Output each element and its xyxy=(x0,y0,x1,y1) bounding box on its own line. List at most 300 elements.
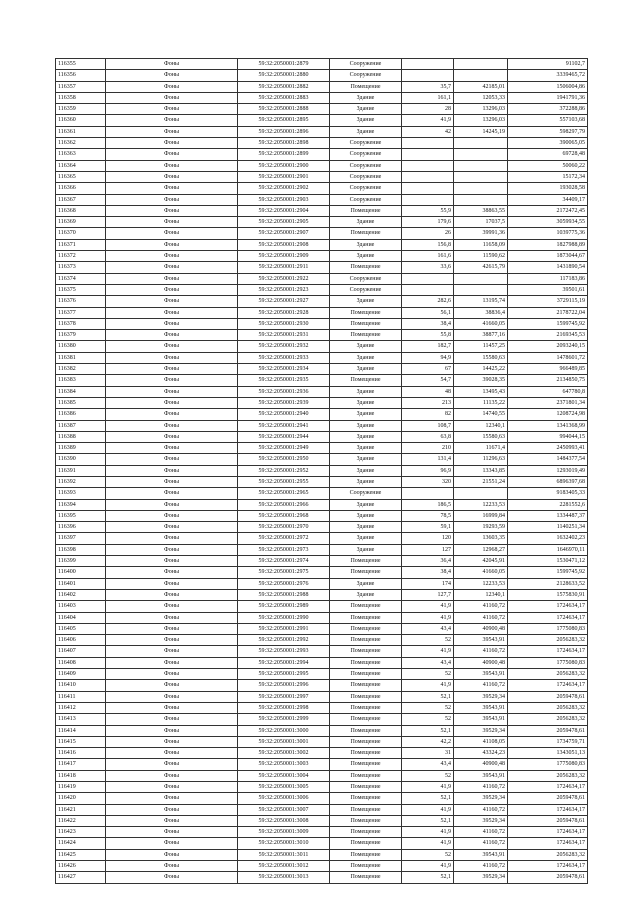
cell-name: Фоны xyxy=(106,510,238,521)
cell-name: Фоны xyxy=(106,126,238,137)
cell-id: 116392 xyxy=(56,476,106,487)
cell-cadastral-number: 59:32:2050001:2968 xyxy=(238,510,330,521)
cell-name: Фоны xyxy=(106,307,238,318)
table-row xyxy=(56,782,588,793)
cell-area xyxy=(402,183,454,194)
cell-price-per-m2: 13195,74 xyxy=(454,296,508,307)
cell-value: 2056283,32 xyxy=(508,714,588,725)
cell-area: 35,7 xyxy=(402,81,454,92)
cell-cadastral-number: 59:32:2050001:2996 xyxy=(238,680,330,691)
table-row xyxy=(56,827,588,838)
cell-price-per-m2 xyxy=(454,160,508,171)
cell-value: 2128633,52 xyxy=(508,578,588,589)
cell-name: Фоны xyxy=(106,262,238,273)
cell-id: 116366 xyxy=(56,183,106,194)
cell-value: 3059934,55 xyxy=(508,217,588,228)
cell-value: 1484377,54 xyxy=(508,454,588,465)
cell-cadastral-number: 59:32:2050001:2991 xyxy=(238,623,330,634)
table-row xyxy=(56,239,588,250)
cell-id: 116413 xyxy=(56,714,106,725)
cell-area: 41,9 xyxy=(402,115,454,126)
cell-id: 116356 xyxy=(56,70,106,81)
cell-id: 116395 xyxy=(56,510,106,521)
table-row xyxy=(56,533,588,544)
cell-area: 96,9 xyxy=(402,465,454,476)
cell-cadastral-number: 59:32:2050001:2949 xyxy=(238,443,330,454)
cell-area: 43,4 xyxy=(402,657,454,668)
cell-id: 116421 xyxy=(56,804,106,815)
cell-area: 213 xyxy=(402,397,454,408)
cell-type: Помещение xyxy=(330,748,402,759)
cell-area: 131,4 xyxy=(402,454,454,465)
cell-value: 966489,85 xyxy=(508,364,588,375)
cell-price-per-m2: 41660,05 xyxy=(454,318,508,329)
cell-area: 52,1 xyxy=(402,725,454,736)
cell-price-per-m2: 39028,35 xyxy=(454,375,508,386)
cell-area xyxy=(402,284,454,295)
cell-id: 116361 xyxy=(56,126,106,137)
cell-type: Помещение xyxy=(330,623,402,634)
cell-price-per-m2: 12340,1 xyxy=(454,589,508,600)
cell-price-per-m2: 19293,59 xyxy=(454,522,508,533)
table-row xyxy=(56,443,588,454)
cell-area: 63,8 xyxy=(402,431,454,442)
cell-id: 116409 xyxy=(56,669,106,680)
cell-id: 116407 xyxy=(56,646,106,657)
cell-type: Помещение xyxy=(330,646,402,657)
cell-area: 38,4 xyxy=(402,567,454,578)
cell-price-per-m2: 41160,72 xyxy=(454,601,508,612)
cell-value: 3729115,19 xyxy=(508,296,588,307)
cell-id: 116420 xyxy=(56,793,106,804)
cell-cadastral-number: 59:32:2050001:3002 xyxy=(238,748,330,759)
cell-value: 1599745,92 xyxy=(508,567,588,578)
cell-value: 2056283,32 xyxy=(508,770,588,781)
cell-value: 1478601,72 xyxy=(508,352,588,363)
table-row xyxy=(56,92,588,103)
cell-name: Фоны xyxy=(106,104,238,115)
cell-type: Сооружение xyxy=(330,160,402,171)
table-row xyxy=(56,138,588,149)
cell-id: 116384 xyxy=(56,386,106,397)
cell-name: Фоны xyxy=(106,273,238,284)
cell-price-per-m2: 39543,91 xyxy=(454,702,508,713)
table-row xyxy=(56,386,588,397)
cell-id: 116359 xyxy=(56,104,106,115)
cell-name: Фоны xyxy=(106,623,238,634)
cell-cadastral-number: 59:32:2050001:2898 xyxy=(238,138,330,149)
cell-value: 1724634,17 xyxy=(508,646,588,657)
cell-area xyxy=(402,59,454,70)
cell-id: 116374 xyxy=(56,273,106,284)
cell-price-per-m2: 41160,72 xyxy=(454,680,508,691)
cell-name: Фоны xyxy=(106,115,238,126)
cell-area: 52,1 xyxy=(402,872,454,883)
cell-cadastral-number: 59:32:2050001:2879 xyxy=(238,59,330,70)
cell-price-per-m2: 39529,34 xyxy=(454,691,508,702)
cell-value: 557103,68 xyxy=(508,115,588,126)
cell-id: 116404 xyxy=(56,612,106,623)
cell-price-per-m2: 16999,84 xyxy=(454,510,508,521)
table-row xyxy=(56,872,588,883)
cell-cadastral-number: 59:32:2050001:2882 xyxy=(238,81,330,92)
cell-type: Здание xyxy=(330,397,402,408)
cell-cadastral-number: 59:32:2050001:2966 xyxy=(238,499,330,510)
table-row xyxy=(56,510,588,521)
cell-area: 52 xyxy=(402,669,454,680)
cell-id: 116426 xyxy=(56,861,106,872)
cell-name: Фоны xyxy=(106,556,238,567)
cell-name: Фоны xyxy=(106,431,238,442)
cell-name: Фоны xyxy=(106,81,238,92)
cell-area: 156,8 xyxy=(402,239,454,250)
cell-id: 116358 xyxy=(56,92,106,103)
cell-value: 1343051,13 xyxy=(508,748,588,759)
cell-price-per-m2 xyxy=(454,183,508,194)
cell-type: Сооружение xyxy=(330,59,402,70)
cell-cadastral-number: 59:32:2050001:2975 xyxy=(238,567,330,578)
cell-value: 2281552,6 xyxy=(508,499,588,510)
cell-type: Помещение xyxy=(330,330,402,341)
table-row xyxy=(56,646,588,657)
table-row xyxy=(56,578,588,589)
table-row xyxy=(56,205,588,216)
cell-type: Здание xyxy=(330,510,402,521)
cell-price-per-m2: 14740,55 xyxy=(454,409,508,420)
cell-type: Помещение xyxy=(330,736,402,747)
cell-value: 1724634,17 xyxy=(508,804,588,815)
cell-cadastral-number: 59:32:2050001:2940 xyxy=(238,409,330,420)
cell-area: 52 xyxy=(402,770,454,781)
cell-price-per-m2: 40900,48 xyxy=(454,759,508,770)
cell-type: Здание xyxy=(330,115,402,126)
cell-cadastral-number: 59:32:2050001:2935 xyxy=(238,375,330,386)
cell-value: 598297,79 xyxy=(508,126,588,137)
table-row xyxy=(56,488,588,499)
table-row xyxy=(56,635,588,646)
cell-id: 116369 xyxy=(56,217,106,228)
cell-area: 127 xyxy=(402,544,454,555)
cell-id: 116376 xyxy=(56,296,106,307)
cell-cadastral-number: 59:32:2050001:2928 xyxy=(238,307,330,318)
cell-id: 116405 xyxy=(56,623,106,634)
cell-name: Фоны xyxy=(106,171,238,182)
cell-price-per-m2: 39543,91 xyxy=(454,669,508,680)
cell-area: 320 xyxy=(402,476,454,487)
cell-name: Фоны xyxy=(106,770,238,781)
table-row xyxy=(56,589,588,600)
cell-name: Фоны xyxy=(106,635,238,646)
cell-type: Здание xyxy=(330,465,402,476)
cell-type: Помещение xyxy=(330,601,402,612)
cell-name: Фоны xyxy=(106,782,238,793)
cell-value: 647780,8 xyxy=(508,386,588,397)
cell-price-per-m2: 39543,91 xyxy=(454,849,508,860)
cell-id: 116398 xyxy=(56,544,106,555)
document-page xyxy=(55,58,587,884)
table-row xyxy=(56,544,588,555)
cell-value: 390065,05 xyxy=(508,138,588,149)
cell-type: Помещение xyxy=(330,262,402,273)
cell-cadastral-number: 59:32:2050001:2933 xyxy=(238,352,330,363)
cell-type: Сооружение xyxy=(330,70,402,81)
cell-type: Помещение xyxy=(330,81,402,92)
cell-type: Помещение xyxy=(330,635,402,646)
cell-name: Фоны xyxy=(106,386,238,397)
table-row xyxy=(56,330,588,341)
cell-cadastral-number: 59:32:2050001:2972 xyxy=(238,533,330,544)
cell-id: 116364 xyxy=(56,160,106,171)
cell-price-per-m2: 39529,34 xyxy=(454,725,508,736)
table-row xyxy=(56,375,588,386)
cell-id: 116372 xyxy=(56,251,106,262)
cell-area: 41,9 xyxy=(402,646,454,657)
cell-area xyxy=(402,488,454,499)
cell-id: 116408 xyxy=(56,657,106,668)
cell-area: 41,9 xyxy=(402,861,454,872)
cell-value: 1775080,83 xyxy=(508,759,588,770)
cell-name: Фоны xyxy=(106,804,238,815)
cell-id: 116411 xyxy=(56,691,106,702)
cell-area: 174 xyxy=(402,578,454,589)
cell-id: 116417 xyxy=(56,759,106,770)
cell-value: 1827988,89 xyxy=(508,239,588,250)
cell-area xyxy=(402,149,454,160)
cell-cadastral-number: 59:32:2050001:2934 xyxy=(238,364,330,375)
cell-area: 161,6 xyxy=(402,251,454,262)
cell-type: Помещение xyxy=(330,702,402,713)
cell-id: 116399 xyxy=(56,556,106,567)
cell-id: 116370 xyxy=(56,228,106,239)
cell-name: Фоны xyxy=(106,318,238,329)
cell-name: Фоны xyxy=(106,364,238,375)
table-row xyxy=(56,793,588,804)
cell-name: Фоны xyxy=(106,375,238,386)
cell-name: Фоны xyxy=(106,149,238,160)
cell-name: Фоны xyxy=(106,409,238,420)
cell-id: 116393 xyxy=(56,488,106,499)
cell-value: 34409,17 xyxy=(508,194,588,205)
cell-type: Здание xyxy=(330,251,402,262)
cell-id: 116373 xyxy=(56,262,106,273)
cell-type: Помещение xyxy=(330,838,402,849)
cell-id: 116380 xyxy=(56,341,106,352)
cell-value: 1334487,37 xyxy=(508,510,588,521)
cell-id: 116424 xyxy=(56,838,106,849)
cell-area: 28 xyxy=(402,104,454,115)
cell-value: 39501,61 xyxy=(508,284,588,295)
cell-type: Помещение xyxy=(330,793,402,804)
cell-price-per-m2: 15580,63 xyxy=(454,431,508,442)
cell-value: 50060,22 xyxy=(508,160,588,171)
cell-name: Фоны xyxy=(106,330,238,341)
cell-id: 116371 xyxy=(56,239,106,250)
cell-price-per-m2: 41160,72 xyxy=(454,646,508,657)
cell-value: 2056283,32 xyxy=(508,669,588,680)
cell-name: Фоны xyxy=(106,160,238,171)
cell-id: 116415 xyxy=(56,736,106,747)
cell-id: 116357 xyxy=(56,81,106,92)
cell-id: 116379 xyxy=(56,330,106,341)
cell-cadastral-number: 59:32:2050001:2936 xyxy=(238,386,330,397)
cell-type: Здание xyxy=(330,296,402,307)
cell-name: Фоны xyxy=(106,714,238,725)
cell-name: Фоны xyxy=(106,397,238,408)
cell-value: 1039775,36 xyxy=(508,228,588,239)
cell-type: Сооружение xyxy=(330,183,402,194)
cell-area xyxy=(402,273,454,284)
cell-cadastral-number: 59:32:2050001:2998 xyxy=(238,702,330,713)
cell-value: 2371801,34 xyxy=(508,397,588,408)
cell-price-per-m2: 41160,72 xyxy=(454,612,508,623)
cell-name: Фоны xyxy=(106,567,238,578)
cell-area: 182,7 xyxy=(402,341,454,352)
cell-price-per-m2 xyxy=(454,273,508,284)
cell-id: 116390 xyxy=(56,454,106,465)
cell-cadastral-number: 59:32:2050001:2909 xyxy=(238,251,330,262)
cell-area: 52 xyxy=(402,635,454,646)
cell-cadastral-number: 59:32:2050001:3010 xyxy=(238,838,330,849)
cell-price-per-m2: 13296,03 xyxy=(454,104,508,115)
cell-type: Помещение xyxy=(330,714,402,725)
cell-value: 1506004,86 xyxy=(508,81,588,92)
cell-cadastral-number: 59:32:2050001:3006 xyxy=(238,793,330,804)
cell-area: 78,5 xyxy=(402,510,454,521)
cell-type: Здание xyxy=(330,364,402,375)
cell-id: 116391 xyxy=(56,465,106,476)
cell-type: Здание xyxy=(330,104,402,115)
cell-price-per-m2: 42045,91 xyxy=(454,556,508,567)
cell-value: 6896397,68 xyxy=(508,476,588,487)
cell-area: 43,4 xyxy=(402,623,454,634)
cell-price-per-m2 xyxy=(454,149,508,160)
table-row xyxy=(56,612,588,623)
table-row xyxy=(56,702,588,713)
cell-type: Помещение xyxy=(330,612,402,623)
cell-area: 36,4 xyxy=(402,556,454,567)
cell-type: Здание xyxy=(330,386,402,397)
cell-cadastral-number: 59:32:2050001:2932 xyxy=(238,341,330,352)
table-row xyxy=(56,420,588,431)
table-row xyxy=(56,714,588,725)
cell-price-per-m2: 39543,91 xyxy=(454,770,508,781)
cell-id: 116386 xyxy=(56,409,106,420)
cadastral-value-table xyxy=(55,58,588,884)
cell-value: 2169345,53 xyxy=(508,330,588,341)
cell-area: 52 xyxy=(402,714,454,725)
cell-type: Помещение xyxy=(330,680,402,691)
cell-id: 116401 xyxy=(56,578,106,589)
table-row xyxy=(56,838,588,849)
cell-cadastral-number: 59:32:2050001:3008 xyxy=(238,815,330,826)
cell-name: Фоны xyxy=(106,838,238,849)
cell-cadastral-number: 59:32:2050001:2901 xyxy=(238,171,330,182)
cell-name: Фоны xyxy=(106,533,238,544)
cell-price-per-m2: 39529,34 xyxy=(454,872,508,883)
cell-type: Здание xyxy=(330,544,402,555)
cell-value: 1341368,99 xyxy=(508,420,588,431)
table-row xyxy=(56,454,588,465)
cell-type: Помещение xyxy=(330,556,402,567)
cell-area: 41,9 xyxy=(402,827,454,838)
table-row xyxy=(56,465,588,476)
table-row xyxy=(56,736,588,747)
cell-cadastral-number: 59:32:2050001:2911 xyxy=(238,262,330,273)
table-row xyxy=(56,126,588,137)
table-row xyxy=(56,691,588,702)
cell-price-per-m2: 13603,35 xyxy=(454,533,508,544)
cell-price-per-m2: 41108,05 xyxy=(454,736,508,747)
table-row xyxy=(56,160,588,171)
cell-name: Фоны xyxy=(106,601,238,612)
cell-price-per-m2 xyxy=(454,59,508,70)
cell-cadastral-number: 59:32:2050001:3003 xyxy=(238,759,330,770)
cell-id: 116396 xyxy=(56,522,106,533)
cell-name: Фоны xyxy=(106,465,238,476)
cell-area: 127,7 xyxy=(402,589,454,600)
cell-area: 41,9 xyxy=(402,601,454,612)
cell-type: Сооружение xyxy=(330,194,402,205)
table-row xyxy=(56,567,588,578)
cell-value: 2093240,15 xyxy=(508,341,588,352)
cell-cadastral-number: 59:32:2050001:2999 xyxy=(238,714,330,725)
cell-name: Фоны xyxy=(106,92,238,103)
cell-cadastral-number: 59:32:2050001:2992 xyxy=(238,635,330,646)
cell-name: Фоны xyxy=(106,849,238,860)
table-row xyxy=(56,115,588,126)
cell-value: 1775080,83 xyxy=(508,623,588,634)
table-row xyxy=(56,104,588,115)
cell-type: Здание xyxy=(330,454,402,465)
table-row xyxy=(56,364,588,375)
cell-value: 1724634,17 xyxy=(508,612,588,623)
table-row xyxy=(56,171,588,182)
cell-name: Фоны xyxy=(106,59,238,70)
cell-area: 210 xyxy=(402,443,454,454)
cell-price-per-m2 xyxy=(454,138,508,149)
cell-value: 193028,58 xyxy=(508,183,588,194)
cell-area: 48 xyxy=(402,386,454,397)
cell-id: 116394 xyxy=(56,499,106,510)
table-row xyxy=(56,522,588,533)
cell-type: Здание xyxy=(330,578,402,589)
cell-cadastral-number: 59:32:2050001:2994 xyxy=(238,657,330,668)
cell-type: Помещение xyxy=(330,307,402,318)
cell-area: 67 xyxy=(402,364,454,375)
table-row xyxy=(56,307,588,318)
cell-name: Фоны xyxy=(106,476,238,487)
cell-cadastral-number: 59:32:2050001:2944 xyxy=(238,431,330,442)
cell-value: 2059478,61 xyxy=(508,691,588,702)
cell-value: 1873044,67 xyxy=(508,251,588,262)
cell-name: Фоны xyxy=(106,443,238,454)
cell-type: Здание xyxy=(330,589,402,600)
cell-name: Фоны xyxy=(106,793,238,804)
cell-price-per-m2: 42615,79 xyxy=(454,262,508,273)
cell-cadastral-number: 59:32:2050001:2923 xyxy=(238,284,330,295)
cell-price-per-m2: 40900,48 xyxy=(454,623,508,634)
table-row xyxy=(56,748,588,759)
cell-value: 1646970,11 xyxy=(508,544,588,555)
cell-name: Фоны xyxy=(106,352,238,363)
table-row xyxy=(56,657,588,668)
table-row xyxy=(56,556,588,567)
cell-cadastral-number: 59:32:2050001:2908 xyxy=(238,239,330,250)
cell-area: 42,2 xyxy=(402,736,454,747)
cell-cadastral-number: 59:32:2050001:2976 xyxy=(238,578,330,589)
cell-id: 116363 xyxy=(56,149,106,160)
cell-type: Здание xyxy=(330,533,402,544)
